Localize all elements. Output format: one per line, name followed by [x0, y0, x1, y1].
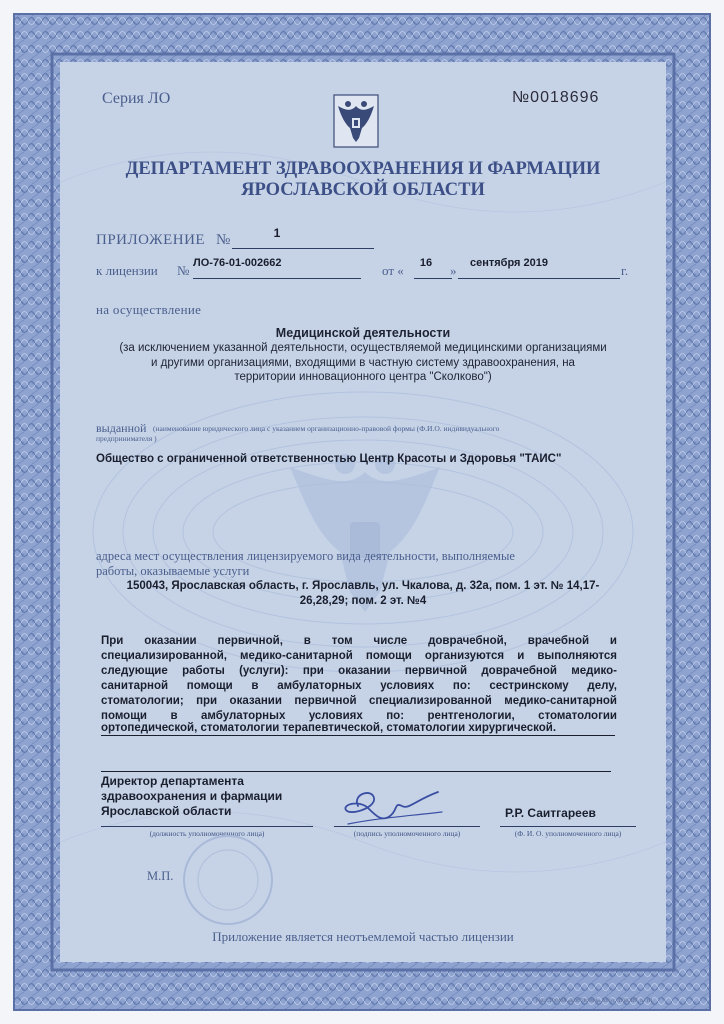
license-label: к лицензии: [96, 263, 158, 278]
address-label-line-2: работы, оказываемые услуги: [96, 564, 250, 578]
license-day: 16: [419, 257, 433, 269]
printer-imprint: г.КОСТРОМА «КОСТРОМА» 2016 г. ЛУКОЙЛ, № 1Ц: [536, 999, 653, 1004]
separator-line: [101, 771, 611, 772]
activity-label: на осуществление: [96, 302, 202, 317]
address-line-1: 150043, Ярославская область, г. Ярославль, ул. Чкалова, д. 32а, пом. 1 эт. № 14,17-: [126, 580, 600, 592]
appendix-number: 1: [273, 226, 281, 240]
issued-hint-line-2: предпринимателя ): [96, 434, 157, 443]
services-line-5: стоматологии; при оказании первичной специализированной медико-санитарной: [101, 695, 617, 707]
activity-note-line-3: территории инновационного центра "Сколково"): [234, 371, 492, 383]
department-title-line-1: ДЕПАРТАМЕНТ ЗДРАВООХРАНЕНИЯ И ФАРМАЦИИ: [125, 159, 601, 179]
issued-label: выданной: [96, 421, 147, 435]
license-number: ЛО-76-01-002662: [193, 257, 282, 269]
services-line-1: При оказании первичной, в том числе доврачебной, врачебной и: [101, 635, 617, 647]
series-label: Серия ЛО: [102, 90, 171, 107]
license-date-close-quote: »: [450, 263, 457, 278]
services-line-6: помощи в амбулаторных условиях по: рентгенологии, стоматологии: [101, 710, 617, 722]
license-number-line: [193, 278, 361, 279]
signatory-position-line-1: Директор департамента: [101, 774, 244, 788]
license-day-line: [414, 278, 452, 279]
license-number-sign: №: [177, 263, 190, 278]
address-line-2: 26,28,29; пом. 2 эт. №4: [299, 595, 427, 607]
signature-line: [334, 826, 480, 827]
document-number: №0018696: [512, 89, 600, 106]
license-month-year-line: [458, 278, 620, 279]
footer-note: Приложение является неотъемлемой частью лицензии: [212, 929, 514, 944]
services-line-3: следующие работы (услуги): при оказании первичной доврачебной медико-: [101, 665, 617, 677]
organization-name: Общество с ограниченной ответственностью Центр Красоты и Здоровья "ТАИС": [96, 453, 562, 465]
services-last-line: ортопедической, стоматологии терапевтической, стоматологии хирургической.: [101, 722, 557, 734]
services-line-2: специализированной, медико-санитарной помощи организуются и выполняются: [101, 650, 617, 662]
activity-note-line-1: (за исключением указанной деятельности, осуществляемой медицинскими организациями: [119, 342, 607, 354]
license-month-year: сентября 2019: [470, 257, 548, 269]
appendix-number-sign: №: [216, 232, 231, 248]
address-label-line-1: адреса мест осуществления лицензируемого вида деятельности, выполняемые: [96, 549, 515, 563]
activity-note-line-2: и другими организациями, входящими в частную систему здравоохранения, на: [151, 356, 575, 369]
appendix-label: ПРИЛОЖЕНИЕ: [96, 232, 206, 248]
name-line: [500, 826, 636, 827]
activity-note: [70, 341, 656, 385]
services-end-line: [101, 735, 615, 736]
issued-hint-line-1: (наименование юридического лица с указанием организационно-правовой формы (Ф.И.О. индивидуального: [153, 424, 500, 433]
signatory-position-line-3: Ярославской области: [101, 804, 232, 818]
license-date-from-label: от «: [382, 263, 404, 278]
position-line: [101, 826, 313, 827]
department-title-line-2: ЯРОСЛАВСКОЙ ОБЛАСТИ: [241, 180, 485, 200]
services-line-4: санитарной помощи в амбулаторных условиях по: сестринскому делу,: [101, 680, 617, 692]
license-year-suffix: г.: [621, 263, 629, 278]
services-text: [101, 634, 617, 724]
signatory-name: Р.Р. Саитгареев: [505, 806, 596, 820]
faint-seal-stamp-icon: [168, 832, 288, 932]
caption-signature: (подпись уполномоченного лица): [353, 829, 461, 838]
caption-position: (должность уполномоченного лица): [149, 829, 265, 838]
appendix-number-line: [232, 248, 374, 249]
signatory-position: [101, 774, 282, 819]
seal-place-label: М.П.: [147, 869, 174, 883]
activity-title: Медицинской деятельности: [275, 326, 451, 340]
caption-name: (Ф. И. О. уполномоченного лица): [514, 829, 622, 838]
signatory-position-line-2: здравоохранения и фармации: [101, 789, 283, 803]
double-headed-eagle-emblem-icon: [333, 94, 379, 148]
